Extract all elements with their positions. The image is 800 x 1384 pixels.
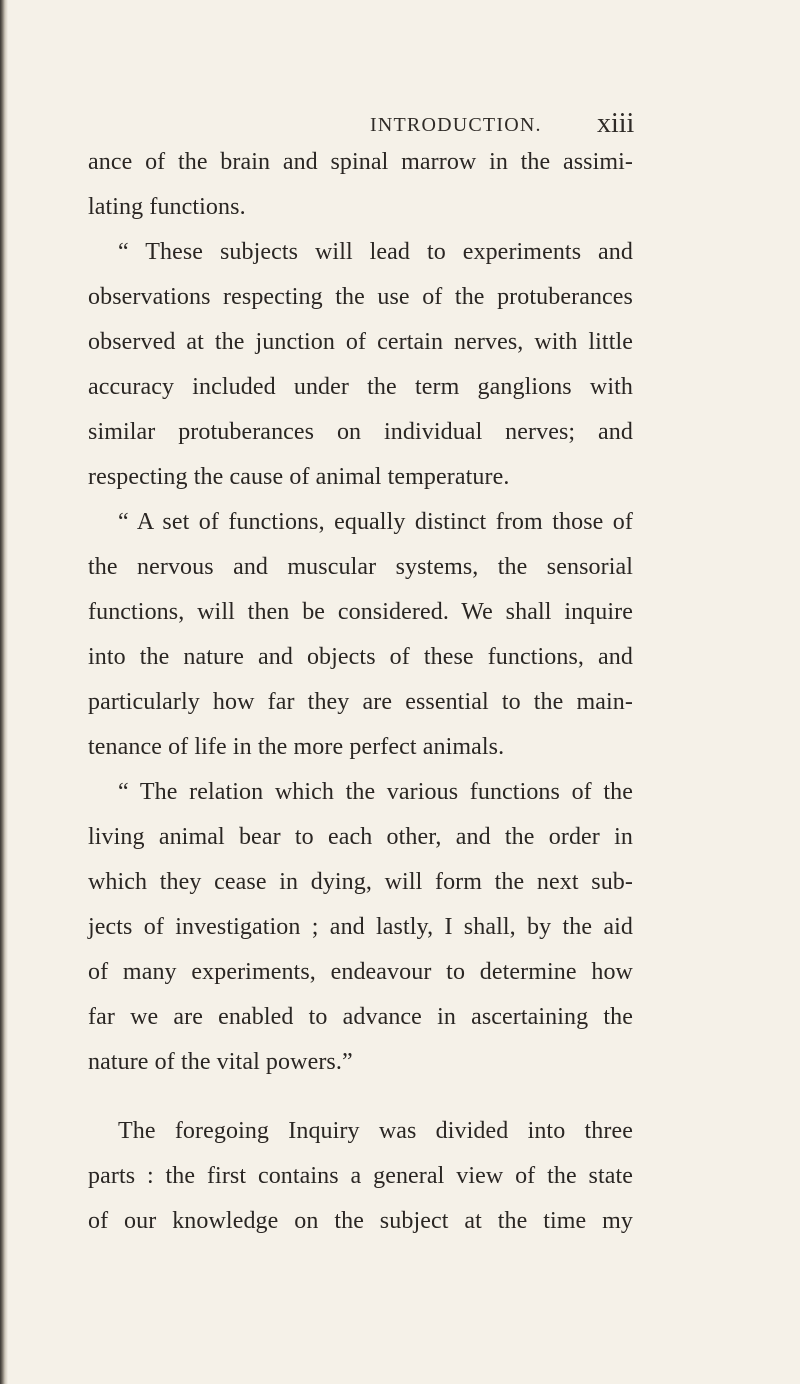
body-text xyxy=(88,140,633,1244)
text-line: far we are enabled to advance in ascertaining the xyxy=(88,1004,633,1030)
text-line: “ These subjects will lead to experiments and xyxy=(118,239,633,265)
text-line: of our knowledge on the subject at the time my xyxy=(88,1208,633,1234)
text-line: tenance of life in the more perfect animals. xyxy=(88,734,505,760)
text-line: into the nature and objects of these functions, and xyxy=(88,644,633,670)
text-line: nature of the vital powers.” xyxy=(88,1049,353,1075)
page-number: xiii xyxy=(597,108,635,139)
text-line: similar protuberances on individual nerves; and xyxy=(88,419,633,445)
page-header xyxy=(0,108,800,144)
text-line: of many experiments, endeavour to determine how xyxy=(88,959,633,985)
text-line: observations respecting the use of the protuberances xyxy=(88,284,633,310)
running-title: INTRODUCTION. xyxy=(370,114,542,136)
text-line: ance of the brain and spinal marrow in the assimi- xyxy=(88,149,633,175)
text-line: parts : the first contains a general view of the state xyxy=(88,1163,633,1189)
text-line: observed at the junction of certain nerves, with little xyxy=(88,329,633,355)
text-line: “ The relation which the various functions of the xyxy=(118,779,633,805)
paragraph-gap xyxy=(88,1085,633,1109)
text-line: jects of investigation ; and lastly, I shall, by the aid xyxy=(88,914,633,940)
text-line: functions, will then be considered. We shall inquire xyxy=(88,599,633,625)
text-line: “ A set of functions, equally distinct from those of xyxy=(118,509,633,535)
text-line: particularly how far they are essential to the main- xyxy=(88,689,633,715)
text-line: accuracy included under the term ganglions with xyxy=(88,374,633,400)
text-line: the nervous and muscular systems, the sensorial xyxy=(88,554,633,580)
text-line: The foregoing Inquiry was divided into three xyxy=(118,1118,633,1144)
text-line: which they cease in dying, will form the next sub- xyxy=(88,869,633,895)
text-line: living animal bear to each other, and the order in xyxy=(88,824,633,850)
text-line: respecting the cause of animal temperature. xyxy=(88,464,510,490)
text-line: lating functions. xyxy=(88,194,246,220)
page-binding-edge xyxy=(0,0,8,1384)
